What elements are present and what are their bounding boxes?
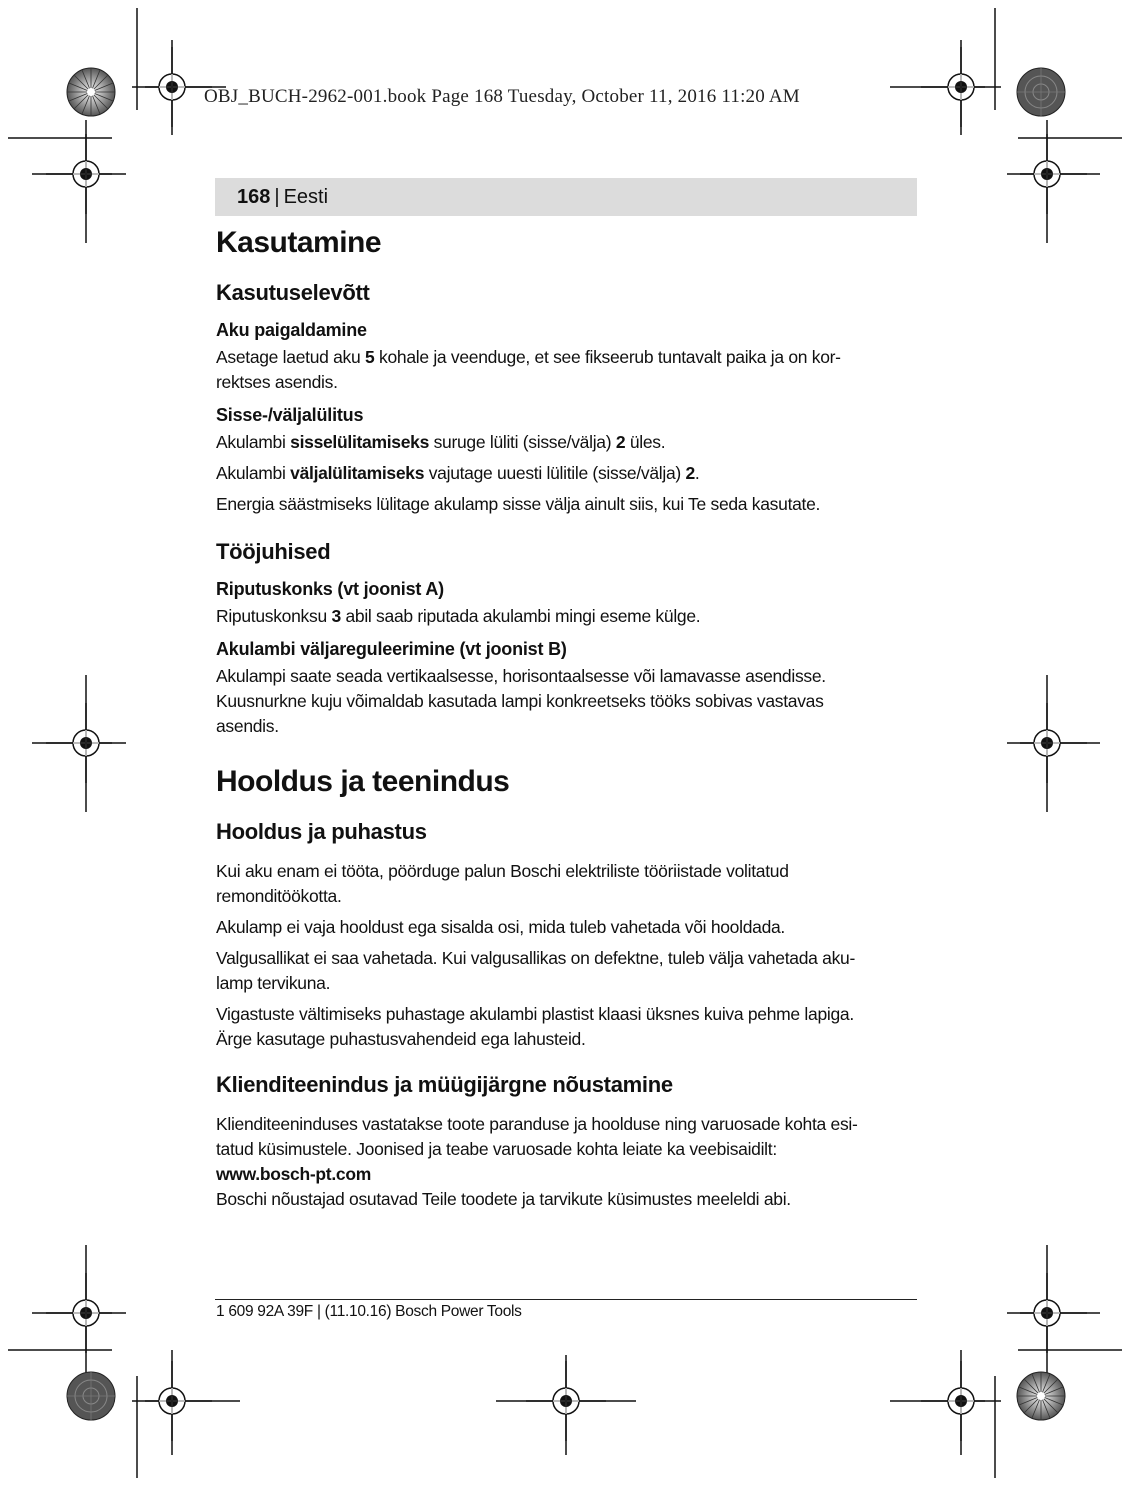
paragraph-remonditookoda: Kui aku enam ei tööta, pöörduge palun Boschi elektriliste tööriistade volitatud remonditöökotta. <box>216 861 789 906</box>
paragraph-aku-paigaldamine: Asetage laetud aku 5 kohale ja veenduge, et see fikseerub tuntavalt paika ja on kor- rektses asendis. <box>216 347 841 392</box>
paragraph-klienditeenindus: Klienditeeninduses vastatakse toote paranduse ja hoolduse ning varuosade kohta esi- tatud küsimustele. Joonised ja teabe varuosade kohta leiate ka veebisaidilt: <box>216 1114 858 1159</box>
paragraph-noustajad: Boschi nõustajad osutavad Teile toodete ja tarvikute küsimustes meeleldi abi. <box>216 1189 791 1209</box>
section-title-hooldus: Hooldus ja teenindus <box>216 765 510 798</box>
website-link[interactable]: www.bosch-pt.com <box>216 1164 371 1184</box>
paragraph-energia-saastmine: Energia säästmiseks lülitage akulamp sisse välja ainult siis, kui Te seda kasutate. <box>216 494 821 514</box>
paragraph-valjalulitamine: Akulambi väljalülitamiseks vajutage uuesti lülitile (sisse/välja) 2. <box>216 463 700 483</box>
footer-text: 1 609 92A 39F | (11.10.16) Bosch Power Tools <box>216 1303 522 1320</box>
paragraph-hooldusvaba: Akulamp ei vaja hooldust ega sisalda osi, mida tuleb vahetada või hooldada. <box>216 917 785 937</box>
heading-aku-paigaldamine: Aku paigaldamine <box>216 320 367 340</box>
subsection-title-kasutuselevott: Kasutuselevõtt <box>216 280 370 305</box>
heading-riputuskonks: Riputuskonks (vt joonist A) <box>216 579 444 599</box>
heading-valjareguleerimine: Akulambi väljareguleerimine (vt joonist B) <box>216 639 567 659</box>
subsection-title-toojuhised: Tööjuhised <box>216 539 331 564</box>
header-separator: | <box>274 185 280 208</box>
paragraph-riputuskonks: Riputuskonksu 3 abil saab riputada akulambi mingi eseme külge. <box>216 606 701 626</box>
subsection-title-hooldus-puhastus: Hooldus ja puhastus <box>216 819 427 844</box>
paragraph-sisselulitamine: Akulambi sisselülitamiseks suruge lüliti (sisse/välja) 2 üles. <box>216 432 666 452</box>
book-meta-line: OBJ_BUCH-2962-001.book Page 168 Tuesday, October 11, 2016 11:20 AM <box>204 86 800 107</box>
paragraph-puhastamine: Vigastuste vältimiseks puhastage akulambi plastist klaasi üksnes kuiva pehme lapiga. Ärge kasutage puhastusvahendeid ega lahusteid. <box>216 1004 854 1049</box>
page-number: 168 <box>237 185 271 208</box>
paragraph-valjareguleerimine: Akulampi saate seada vertikaalsesse, horisontaalsesse või lamavasse asendisse. Kuusnurkne kuju võimaldab kasutada lampi konkreetseks tööks sobivas vastavas asendis. <box>216 666 826 736</box>
section-title-kasutamine: Kasutamine <box>216 226 382 259</box>
header-language: Eesti <box>283 185 329 208</box>
page-content <box>216 226 916 1218</box>
heading-sisse-valjalulitus: Sisse-/väljalülitus <box>216 405 364 425</box>
footer-rule <box>215 1299 917 1300</box>
page-header-band <box>215 178 917 216</box>
paragraph-valgusallikas: Valgusallikat ei saa vahetada. Kui valgusallikas on defektne, tuleb välja vahetada aku- lamp tervikuna. <box>216 948 856 993</box>
subsection-title-klienditeenindus: Klienditeenindus ja müügijärgne nõustamine <box>216 1072 673 1097</box>
